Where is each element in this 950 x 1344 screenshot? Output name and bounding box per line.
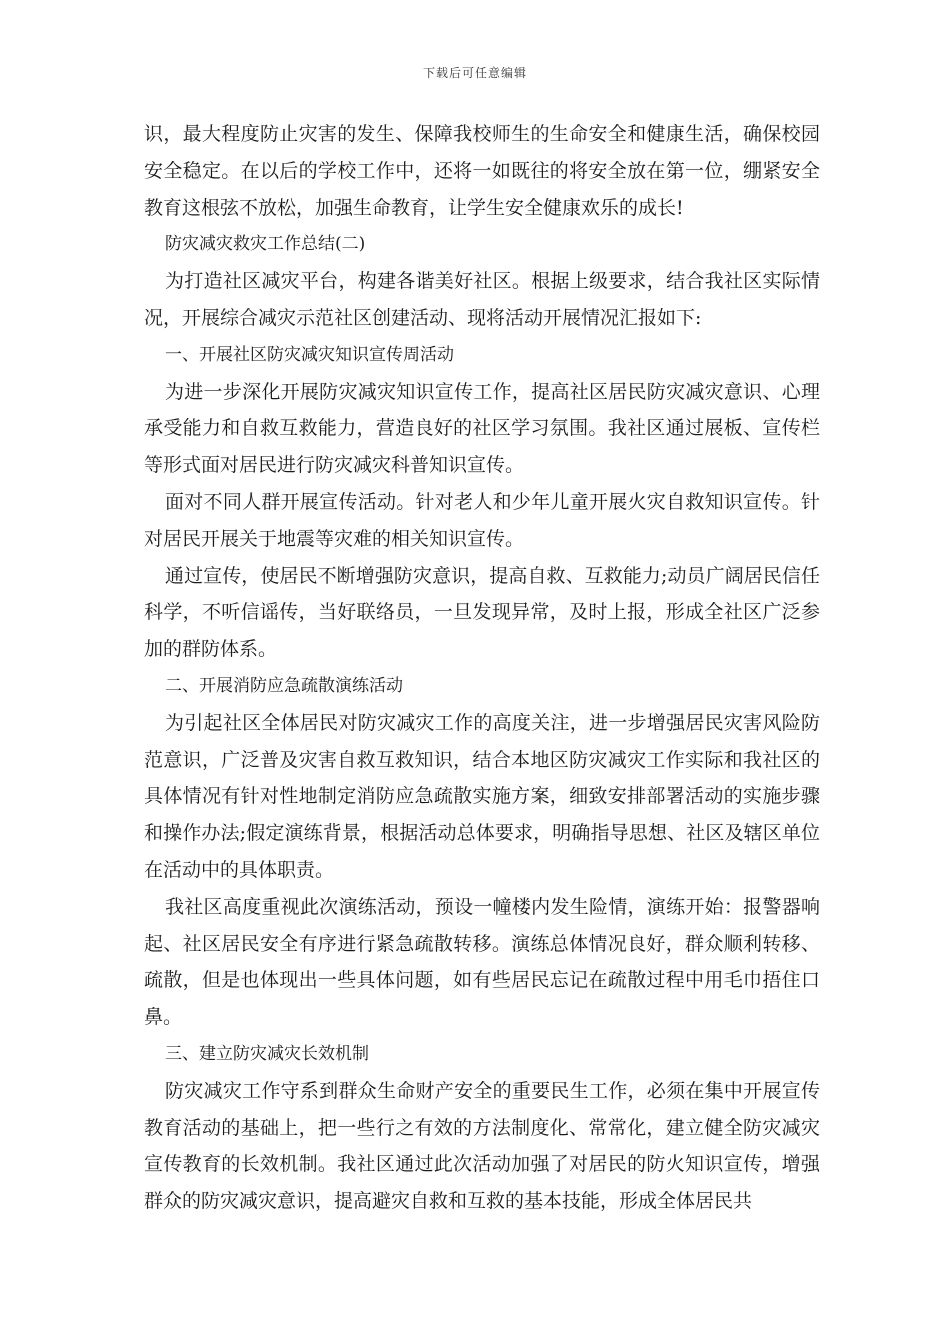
paragraph-section-3-a: 防灾减灾工作守系到群众生命财产安全的重要民生工作，必须在集中开展宣传教育活动的基础上，把一些行之有效的方法制度化、常常化，建立健全防灾减灾宣传教育的长效机制。我社区通过此次活动加强了对居民的防火知识宣传，增强群众的防灾减灾意识，提高避灾自救和互救的基本技能，形成全体居民共 bbox=[144, 1079, 820, 1213]
section-title-summary-2: 防灾减灾救灾工作总结(二) bbox=[165, 234, 366, 255]
paragraph-section-2-b: 我社区高度重视此次演练活动，预设一幢楼内发生险情，演练开始：报警器响起、社区居民安全有序进行紧急疏散转移。演练总体情况良好，群众顺利转移、疏散，但是也体现出一些具体问题，如有些居民忘记在疏散过程中用毛巾捂住口鼻。 bbox=[144, 895, 820, 1029]
paragraph-overview: 为打造社区减灾平台，构建各谐美好社区。根据上级要求，结合我社区实际情况，开展综合减灾示范社区创建活动、现将活动开展情况汇报如下: bbox=[144, 270, 820, 329]
heading-section-1: 一、开展社区防灾减灾知识宣传周活动 bbox=[165, 344, 454, 365]
paragraph-section-2-a: 为引起社区全体居民对防灾减灾工作的高度关注，进一步增强居民灾害风险防范意识，广泛普及灾害自救互救知识，结合本地区防灾减灾工作实际和我社区的具体情况有针对性地制定消防应急疏散实施方案，细致安排部署活动的实施步骤和操作办法;假定演练背景，根据活动总体要求，明确指导思想、社区及辖区单位在活动中的具体职责。 bbox=[144, 711, 820, 881]
heading-section-3: 三、建立防灾减灾长效机制 bbox=[165, 1043, 369, 1064]
paragraph-section-1-c: 通过宣传，使居民不断增强防灾意识，提高自救、互救能力;动员广阔居民信任科学，不听信谣传，当好联络员，一旦发现异常，及时上报，形成全社区广泛参加的群防体系。 bbox=[144, 564, 820, 661]
page-header: 下载后可任意编辑 bbox=[422, 66, 527, 80]
document-body bbox=[144, 116, 820, 1220]
heading-section-2: 二、开展消防应急疏散演练活动 bbox=[165, 675, 403, 696]
paragraph-intro-continuation: 识，最大程度防止灾害的发生、保障我校师生的生命安全和健康生活，确保校园安全稳定。在以后的学校工作中，还将一如既往的将安全放在第一位，绷紧安全教育这根弦不放松，加强生命教育，让学生安全健康欢乐的成长! bbox=[144, 123, 820, 219]
paragraph-section-1-a: 为进一步深化开展防灾减灾知识宣传工作，提高社区居民防灾减灾意识、心理承受能力和自救互救能力，营造良好的社区学习氛围。我社区通过展板、宣传栏等形式面对居民进行防灾减灾科普知识宣传。 bbox=[144, 380, 820, 477]
paragraph-section-1-b: 面对不同人群开展宣传活动。针对老人和少年儿童开展火灾自救知识宣传。针对居民开展关于地震等灾难的相关知识宣传。 bbox=[144, 490, 820, 550]
